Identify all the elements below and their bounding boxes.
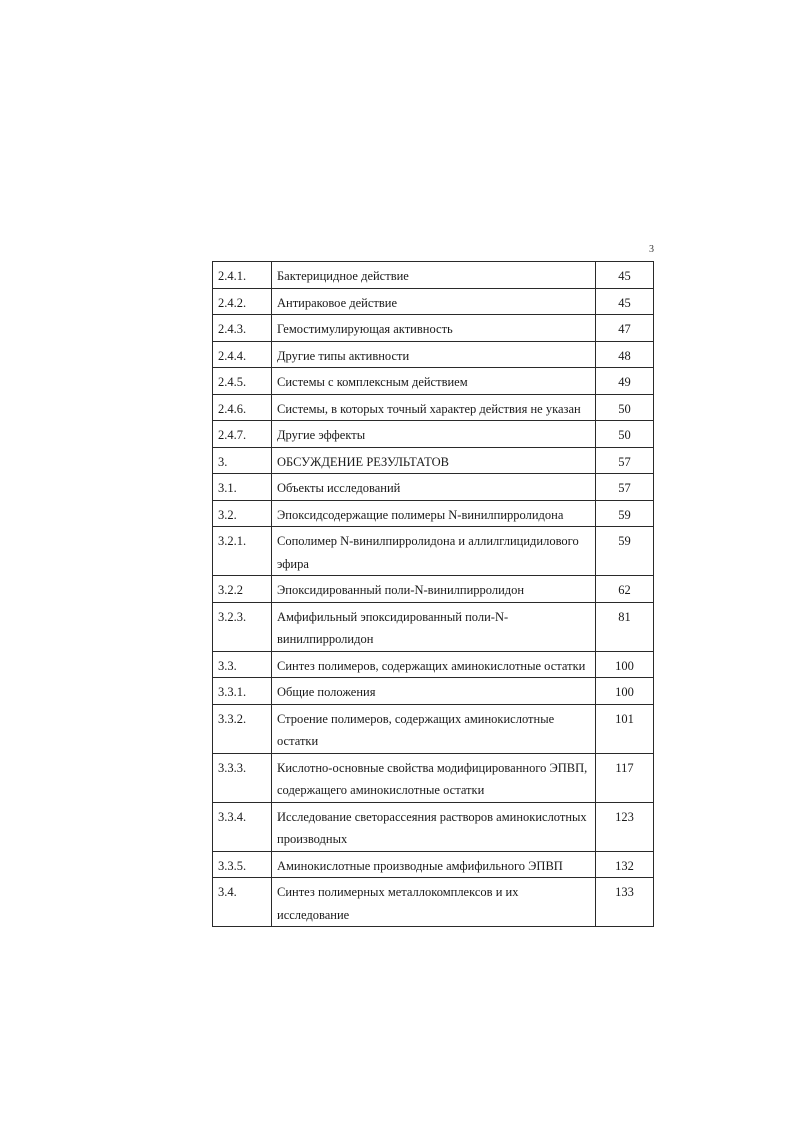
section-page: 62 [596, 576, 654, 603]
section-number: 2.4.2. [213, 288, 272, 315]
section-page: 100 [596, 651, 654, 678]
section-title: Аминокислотные производные амфифильного ЭПВП [272, 851, 596, 878]
section-title: Системы, в которых точный характер действия не указан [272, 394, 596, 421]
table-row [213, 527, 654, 576]
section-number: 3.4. [213, 878, 272, 927]
section-page: 48 [596, 341, 654, 368]
table-row [213, 651, 654, 678]
section-page: 45 [596, 288, 654, 315]
section-title: Общие положения [272, 678, 596, 705]
table-row [213, 421, 654, 448]
section-page: 117 [596, 753, 654, 802]
section-number: 3.2.1. [213, 527, 272, 576]
table-row [213, 576, 654, 603]
section-number: 2.4.7. [213, 421, 272, 448]
table-row [213, 315, 654, 342]
section-title: Эпоксидсодержащие полимеры N-винилпирролидона [272, 500, 596, 527]
table-of-contents [212, 261, 654, 927]
table-row [213, 447, 654, 474]
section-number: 2.4.3. [213, 315, 272, 342]
section-number: 2.4.4. [213, 341, 272, 368]
section-title: Системы с комплексным действием [272, 368, 596, 395]
table-row [213, 262, 654, 289]
section-number: 3.2. [213, 500, 272, 527]
section-number: 3.3.3. [213, 753, 272, 802]
section-number: 2.4.1. [213, 262, 272, 289]
table-row [213, 341, 654, 368]
section-page: 50 [596, 421, 654, 448]
section-page: 100 [596, 678, 654, 705]
section-number: 2.4.5. [213, 368, 272, 395]
section-number: 3.2.3. [213, 602, 272, 651]
section-page: 101 [596, 704, 654, 753]
section-number: 3.3.1. [213, 678, 272, 705]
section-title: Бактерицидное действие [272, 262, 596, 289]
table-row [213, 474, 654, 501]
section-title: Антираковое действие [272, 288, 596, 315]
section-number: 3.3. [213, 651, 272, 678]
table-row [213, 704, 654, 753]
section-number: 3.2.2 [213, 576, 272, 603]
table-row [213, 753, 654, 802]
section-number: 3.3.4. [213, 802, 272, 851]
section-title: Эпоксидированный поли-N-винилпирролидон [272, 576, 596, 603]
table-row [213, 368, 654, 395]
table-row [213, 802, 654, 851]
section-title: Синтез полимерных металлокомплексов и их исследование [272, 878, 596, 927]
section-title: Сополимер N-винилпирролидона и аллилглицидилового эфира [272, 527, 596, 576]
section-page: 133 [596, 878, 654, 927]
section-title: Исследование светорассеяния растворов аминокислотных производных [272, 802, 596, 851]
table-row [213, 394, 654, 421]
table-row [213, 878, 654, 927]
section-title: Гемостимулирующая активность [272, 315, 596, 342]
section-title: Другие типы активности [272, 341, 596, 368]
section-page: 59 [596, 527, 654, 576]
table-row [213, 500, 654, 527]
section-page: 47 [596, 315, 654, 342]
section-title: Амфифильный эпоксидированный поли-N-винилпирролидон [272, 602, 596, 651]
table-row [213, 602, 654, 651]
section-page: 50 [596, 394, 654, 421]
section-page: 45 [596, 262, 654, 289]
section-number: 3.3.5. [213, 851, 272, 878]
section-number: 3.3.2. [213, 704, 272, 753]
section-title: Другие эффекты [272, 421, 596, 448]
section-number: 2.4.6. [213, 394, 272, 421]
section-page: 123 [596, 802, 654, 851]
section-title: Кислотно-основные свойства модифицированного ЭПВП, содержащего аминокислотные остатки [272, 753, 596, 802]
section-title: Строение полимеров, содержащих аминокислотные остатки [272, 704, 596, 753]
section-number: 3.1. [213, 474, 272, 501]
section-page: 81 [596, 602, 654, 651]
section-title: Синтез полимеров, содержащих аминокислотные остатки [272, 651, 596, 678]
section-title: ОБСУЖДЕНИЕ РЕЗУЛЬТАТОВ [272, 447, 596, 474]
table-row [213, 851, 654, 878]
table-row [213, 288, 654, 315]
page-number: 3 [649, 244, 654, 255]
section-page: 49 [596, 368, 654, 395]
section-title: Объекты исследований [272, 474, 596, 501]
section-page: 59 [596, 500, 654, 527]
section-page: 57 [596, 447, 654, 474]
section-page: 132 [596, 851, 654, 878]
section-number: 3. [213, 447, 272, 474]
section-page: 57 [596, 474, 654, 501]
table-row [213, 678, 654, 705]
